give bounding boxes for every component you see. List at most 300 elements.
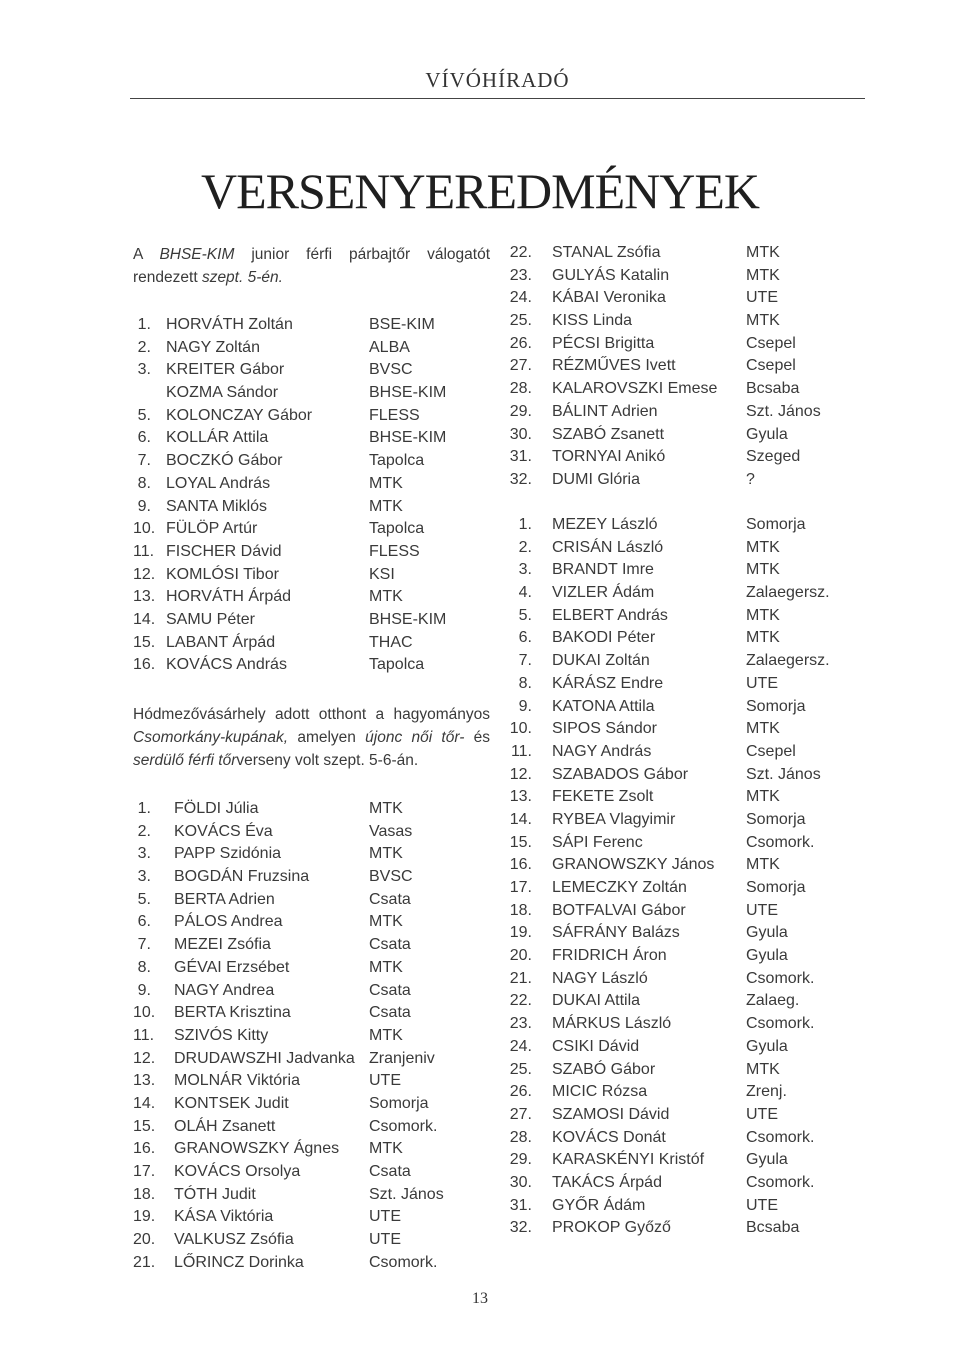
club-name: FLESS [369, 406, 420, 424]
rank: 5. [137, 406, 151, 424]
result-row [508, 1013, 828, 1036]
result-row [133, 866, 463, 889]
result-row [133, 632, 463, 655]
fencer-name: TAKÁCS Árpád [552, 1173, 662, 1191]
fencer-name: SAMU Péter [166, 610, 255, 628]
fencer-name: KALAROVSZKI Emese [552, 380, 718, 398]
rank: 8. [518, 674, 532, 692]
rank: 7. [137, 936, 151, 954]
club-name: ? [746, 470, 755, 488]
fencer-name: VIZLER Ádám [552, 584, 655, 602]
club-name: MTK [746, 1060, 780, 1078]
club-name: MTK [369, 800, 403, 817]
club-name: Zalaeg. [746, 992, 800, 1010]
rank: 14. [133, 1094, 156, 1112]
fencer-name: KOLONCZAY Gábor [166, 406, 313, 424]
fencer-name: GRANOWSZKY Ágnes [174, 1140, 340, 1158]
intro2-text-a: Hódmezővásárhely adott otthont a hagyományos [133, 706, 490, 723]
club-name: MTK [746, 788, 780, 806]
result-row [508, 741, 828, 764]
fencer-name: DUMI Glória [552, 470, 641, 488]
result-row [508, 265, 828, 288]
rank: 6. [137, 913, 151, 931]
fencer-name: KÁBAI Veronika [552, 289, 666, 307]
running-header: VÍVÓHÍRADÓ [425, 68, 570, 92]
fencer-name: SZAMOSI Dávid [552, 1105, 670, 1123]
page-title: VERSENYEREDMÉNYEK [201, 163, 759, 219]
club-name: Somorja [746, 697, 806, 715]
result-row [508, 1172, 828, 1195]
result-row [133, 654, 463, 677]
result-row [508, 1127, 828, 1150]
fencer-name: KOVÁCS Éva [174, 822, 273, 840]
club-name: BSE-KIM [369, 316, 435, 333]
result-row [508, 1217, 828, 1240]
club-name: MTK [746, 629, 780, 647]
fencer-name: NAGY Zoltán [166, 338, 260, 356]
club-name: MTK [369, 845, 403, 863]
club-name: Somorja [369, 1094, 429, 1112]
club-name: Csepel [746, 334, 796, 352]
fencer-name: BERTA Krisztina [174, 1004, 291, 1022]
rank: 11. [510, 742, 532, 760]
rank: 6. [137, 429, 151, 447]
result-row [508, 968, 828, 991]
fencer-name: KREITER Gábor [166, 361, 285, 379]
result-row [133, 821, 463, 844]
club-name: MTK [746, 266, 780, 284]
result-row [508, 627, 828, 650]
rank: 16. [133, 656, 156, 674]
club-name: MTK [369, 1140, 403, 1158]
results-list-women-foil [133, 798, 463, 1274]
fencer-name: KOVÁCS András [166, 656, 287, 674]
fencer-name: DUKAI Attila [552, 992, 641, 1010]
rank: 22. [509, 244, 532, 261]
club-name: Csata [369, 1163, 411, 1180]
club-name: Gyula [746, 1037, 788, 1055]
intro1-text-b: junior férfi párbajtőr válogatót rendezett [133, 246, 490, 286]
club-name: Somorja [746, 516, 806, 533]
rank: 27. [509, 1105, 532, 1123]
result-row [508, 355, 828, 378]
fencer-name: FEKETE Zsolt [552, 788, 654, 806]
result-row [508, 786, 828, 809]
club-name: MTK [369, 497, 403, 515]
rank: 13. [133, 1072, 156, 1090]
result-row [133, 957, 463, 980]
rank: 14. [133, 610, 156, 628]
result-row [508, 650, 828, 673]
result-row [133, 473, 463, 496]
result-row [508, 900, 828, 923]
result-row [508, 469, 828, 492]
club-name: MTK [746, 606, 780, 624]
rank: 14. [509, 810, 532, 828]
rank: 8. [137, 474, 151, 492]
result-row [133, 405, 463, 428]
club-name: BHSE-KIM [369, 384, 447, 402]
fencer-name: SÁFRÁNY Balázs [552, 924, 680, 942]
club-name: BVSC [369, 868, 413, 886]
rank: 1. [137, 316, 151, 333]
rank: 22. [509, 992, 532, 1010]
result-row [508, 446, 828, 469]
result-row [133, 586, 463, 609]
rank: 20. [133, 1231, 156, 1249]
result-row [508, 605, 828, 628]
result-row [133, 314, 463, 337]
club-name: MTK [746, 312, 780, 330]
fencer-name: KOVÁCS Orsolya [174, 1163, 301, 1180]
club-name: ALBA [369, 338, 410, 356]
rank: 3. [137, 868, 151, 886]
club-name: Gyula [746, 1151, 788, 1169]
fencer-name: BAKODI Péter [552, 629, 656, 647]
fencer-name: KÁRÁSZ Endre [552, 674, 664, 692]
club-name: Tapolca [369, 452, 425, 470]
rank: 13. [133, 588, 156, 606]
club-name: Csata [369, 981, 411, 999]
result-row [508, 514, 828, 537]
rank: 7. [518, 652, 532, 670]
club-name: UTE [369, 1208, 401, 1226]
result-row [508, 401, 828, 424]
fencer-name: NAGY Andrea [174, 981, 275, 999]
result-row [133, 564, 463, 587]
rank: 11. [133, 1026, 155, 1044]
fencer-name: SZABADOS Gábor [552, 765, 689, 783]
result-row [508, 832, 828, 855]
results-list-men-foil [508, 514, 828, 1240]
result-row [508, 1149, 828, 1172]
rank: 30. [509, 425, 532, 443]
club-name: Szeged [746, 448, 801, 466]
club-name: KSI [369, 565, 395, 583]
result-row [133, 1116, 463, 1139]
fencer-name: MEZEY László [552, 516, 658, 533]
club-name: Csepel [746, 357, 796, 375]
club-name: MTK [369, 474, 403, 492]
result-row [508, 559, 828, 582]
club-name: Csomork. [369, 1253, 438, 1271]
club-name: Szt. János [746, 402, 821, 420]
rank: 13. [509, 788, 532, 806]
intro-paragraph-2 [133, 703, 490, 772]
rank: 12. [509, 765, 532, 783]
fencer-name: LEMECZKY Zoltán [552, 879, 687, 896]
fencer-name: BOTFALVAI Gábor [552, 901, 686, 919]
rank: 2. [518, 538, 532, 556]
fencer-name: ELBERT András [552, 606, 668, 624]
club-name: UTE [746, 289, 778, 307]
fencer-name: LŐRINCZ Dorinka [174, 1253, 304, 1271]
fencer-name: SIPOS Sándor [552, 720, 657, 738]
fencer-name: KARASKÉNYI Kristóf [552, 1151, 705, 1169]
rank: 4. [518, 584, 532, 602]
club-name: MTK [369, 958, 403, 976]
fencer-name: KOLLÁR Attila [166, 429, 269, 447]
rank: 26. [509, 1083, 532, 1101]
club-name: Tapolca [369, 656, 425, 674]
rank: 28. [509, 380, 532, 398]
fencer-name: HORVÁTH Zoltán [166, 316, 293, 333]
fencer-name: TORNYAI Anikó [552, 448, 666, 466]
club-name: Gyula [746, 947, 788, 965]
club-name: Somorja [746, 810, 806, 828]
rank: 29. [509, 402, 532, 420]
result-row [133, 1184, 463, 1207]
rank: 30. [509, 1173, 532, 1191]
result-row [133, 518, 463, 541]
rank: 27. [509, 357, 532, 375]
club-name: MTK [746, 720, 780, 738]
rank: 19. [509, 924, 532, 942]
fencer-name: MÁRKUS László [552, 1015, 672, 1033]
result-row [133, 1161, 463, 1184]
result-row [133, 798, 463, 821]
result-row [508, 424, 828, 447]
rank: 25. [509, 312, 532, 330]
result-row [508, 764, 828, 787]
results-list-women-foil-continued [508, 242, 828, 492]
rank: 8. [137, 958, 151, 976]
result-row [133, 541, 463, 564]
result-row [133, 609, 463, 632]
club-name: Csomork. [369, 1117, 438, 1135]
result-row [508, 696, 828, 719]
result-row [508, 1104, 828, 1127]
club-name: MTK [746, 244, 780, 261]
result-row [133, 1070, 463, 1093]
rank: 23. [509, 266, 532, 284]
result-row [133, 450, 463, 473]
result-row [508, 242, 828, 265]
rank: 3. [137, 361, 151, 379]
fencer-name: PÁLOS Andrea [174, 913, 283, 931]
intro2-text-c: és [464, 729, 490, 746]
result-row [508, 582, 828, 605]
rank: 5. [518, 606, 532, 624]
fencer-name: KOZMA Sándor [166, 384, 279, 402]
fencer-name: MICIC Rózsa [552, 1083, 648, 1101]
fencer-name: LABANT Árpád [166, 633, 276, 651]
intro2-text-b: amelyen [288, 729, 366, 746]
club-name: Csomork. [746, 1015, 815, 1033]
result-row [508, 333, 828, 356]
fencer-name: BOCZKÓ Gábor [166, 452, 283, 470]
rank: 3. [518, 561, 532, 579]
intro1-club: BHSE-KIM [159, 246, 235, 263]
rank: 12. [133, 1049, 156, 1067]
result-row [133, 843, 463, 866]
result-row [133, 980, 463, 1003]
result-row [133, 1002, 463, 1025]
club-name: Szt. János [746, 765, 821, 783]
rank: 2. [137, 338, 151, 356]
fencer-name: LOYAL András [166, 474, 271, 492]
result-row [508, 990, 828, 1013]
result-row [133, 911, 463, 934]
rank: 17. [509, 879, 532, 896]
rank: 29. [509, 1151, 532, 1169]
rank: 20. [509, 947, 532, 965]
intro2-category-b: serdülő férfi tőr [133, 752, 237, 769]
club-name: Zranjeniv [369, 1049, 435, 1067]
rank: 15. [133, 633, 156, 651]
fencer-name: KATONA Attila [552, 697, 655, 715]
result-row [508, 922, 828, 945]
rank: 10. [509, 720, 532, 738]
fencer-name: BOGDÁN Fruzsina [174, 868, 310, 886]
club-name: Gyula [746, 425, 788, 443]
fencer-name: CSIKI Dávid [552, 1037, 640, 1055]
rank: 1. [518, 516, 532, 533]
club-name: UTE [746, 901, 778, 919]
fencer-name: KOVÁCS Donát [552, 1128, 666, 1146]
rank: 9. [518, 697, 532, 715]
result-row [133, 382, 463, 405]
rank: 9. [137, 981, 151, 999]
club-name: BHSE-KIM [369, 429, 447, 447]
result-row [508, 1036, 828, 1059]
rank: 2. [137, 822, 151, 840]
rank: 24. [509, 1037, 532, 1055]
intro1-date: szept. 5-én. [201, 269, 283, 286]
result-row [508, 945, 828, 968]
rank: 17. [133, 1163, 156, 1180]
fencer-name: NAGY András [552, 742, 652, 760]
rank: 32. [509, 1219, 532, 1237]
club-name: Bcsaba [746, 1219, 800, 1237]
rank: 15. [133, 1117, 156, 1135]
fencer-name: CRISÁN László [552, 538, 664, 556]
fencer-name: BÁLINT Adrien [552, 402, 658, 420]
rank: 23. [509, 1015, 532, 1033]
rank: 16. [133, 1140, 156, 1158]
club-name: THAC [369, 633, 413, 651]
result-row [508, 854, 828, 877]
club-name: Tapolca [369, 520, 425, 538]
fencer-name: SZABÓ Gábor [552, 1060, 656, 1078]
club-name: Csata [369, 936, 411, 954]
rank: 6. [518, 629, 532, 647]
intro2-text-d: verseny volt szept. 5-6-án. [236, 752, 419, 769]
fencer-name: KISS Linda [552, 312, 633, 330]
rank: 31. [509, 1196, 532, 1214]
result-row [133, 1229, 463, 1252]
fencer-name: SANTA Miklós [166, 497, 268, 515]
rank: 31. [509, 448, 532, 466]
fencer-name: FÜLÖP Artúr [166, 520, 258, 538]
club-name: Csomork. [746, 969, 815, 987]
rank: 12. [133, 565, 156, 583]
rank: 3. [137, 845, 151, 863]
fencer-name: PAPP Szidónia [174, 845, 282, 863]
fencer-name: STANAL Zsófia [552, 244, 661, 261]
club-name: UTE [746, 1105, 778, 1123]
result-row [508, 1195, 828, 1218]
fencer-name: BRANDT Imre [552, 561, 654, 579]
fencer-name: PÉCSI Brigitta [552, 334, 655, 352]
fencer-name: SZIVÓS Kitty [174, 1026, 269, 1044]
rank: 32. [509, 470, 532, 488]
intro1-text-a: A [133, 246, 160, 263]
result-row [508, 1081, 828, 1104]
club-name: UTE [369, 1072, 401, 1090]
result-row [133, 1048, 463, 1071]
result-row [133, 1252, 463, 1275]
club-name: UTE [369, 1231, 401, 1249]
header-rule [130, 98, 865, 99]
result-row [133, 889, 463, 912]
page-number: 13 [472, 1290, 488, 1307]
fencer-name: KÁSA Viktória [174, 1208, 274, 1226]
rank: 15. [509, 833, 532, 851]
result-row [508, 877, 828, 900]
result-row [508, 809, 828, 832]
fencer-name: KONTSEK Judit [174, 1094, 289, 1112]
club-name: BVSC [369, 361, 413, 379]
fencer-name: KOMLÓSI Tibor [166, 565, 279, 583]
result-row [133, 359, 463, 382]
result-row [133, 1093, 463, 1116]
result-row [133, 1138, 463, 1161]
club-name: UTE [746, 1196, 778, 1214]
club-name: Szt. János [369, 1185, 444, 1203]
result-row [133, 496, 463, 519]
club-name: MTK [746, 856, 780, 874]
result-row [508, 673, 828, 696]
result-row [508, 287, 828, 310]
club-name: Zalaegersz. [746, 652, 830, 670]
club-name: MTK [369, 913, 403, 931]
club-name: MTK [746, 538, 780, 556]
club-name: UTE [746, 674, 778, 692]
rank: 21. [133, 1253, 156, 1271]
fencer-name: GYŐR Ádám [552, 1196, 646, 1214]
fencer-name: RYBEA Vlagyimir [552, 810, 676, 828]
rank: 18. [509, 901, 532, 919]
club-name: Zalaegersz. [746, 584, 830, 602]
club-name: Csomork. [746, 1173, 815, 1191]
club-name: BHSE-KIM [369, 610, 447, 628]
rank: 9. [137, 497, 151, 515]
fencer-name: OLÁH Zsanett [174, 1117, 276, 1135]
results-list-junior-epee [133, 314, 463, 677]
result-row [508, 537, 828, 560]
fencer-name: GRANOWSZKY János [552, 856, 715, 874]
club-name: Csomork. [746, 833, 815, 851]
result-row [508, 1059, 828, 1082]
rank: 1. [137, 800, 151, 817]
rank: 21. [509, 969, 532, 987]
intro2-category-a: újonc női tőr- [365, 729, 465, 746]
fencer-name: HORVÁTH Árpád [166, 588, 292, 606]
fencer-name: MOLNÁR Viktória [174, 1072, 300, 1090]
fencer-name: SÁPI Ferenc [552, 833, 643, 851]
rank: 25. [509, 1060, 532, 1078]
club-name: MTK [369, 588, 403, 606]
fencer-name: MEZEI Zsófia [174, 936, 271, 954]
club-name: Csepel [746, 742, 796, 760]
intro-paragraph-1 [133, 243, 490, 289]
fencer-name: GULYÁS Katalin [552, 266, 670, 284]
club-name: MTK [369, 1026, 403, 1044]
rank: 19. [133, 1208, 156, 1226]
fencer-name: NAGY László [552, 969, 648, 987]
club-name: Vasas [369, 822, 413, 840]
